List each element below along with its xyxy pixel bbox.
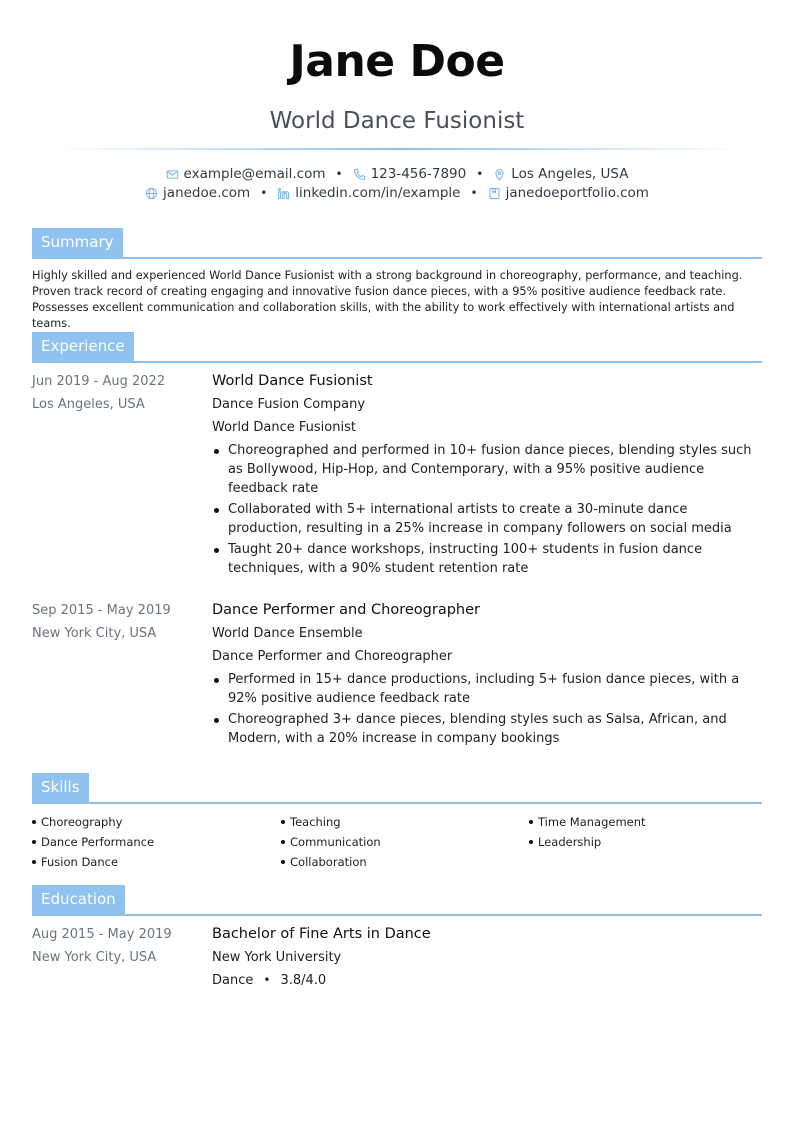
skill-item — [281, 852, 381, 872]
skills-column — [529, 812, 646, 852]
contact-separator: • — [476, 167, 484, 181]
skills-column — [32, 812, 154, 872]
skill-item — [281, 832, 381, 852]
skill-label: Time Management — [538, 815, 646, 829]
email-text: example@email.com — [183, 166, 326, 182]
entry-location: New York City, USA — [32, 626, 157, 641]
experience-section-header — [32, 332, 762, 363]
linkedin-text: linkedin.com/in/example — [295, 185, 461, 201]
summary-section-header — [32, 228, 762, 259]
skill-item — [32, 812, 154, 832]
job-title: World Dance Fusionist — [269, 108, 525, 134]
section-title: Summary — [32, 228, 123, 259]
contact-separator: • — [470, 186, 478, 200]
skill-label: Dance Performance — [41, 835, 155, 849]
entry-location: Los Angeles, USA — [32, 397, 145, 412]
contact-website[interactable] — [145, 185, 250, 201]
location-text: Los Angeles, USA — [511, 166, 629, 182]
section-title: Experience — [32, 332, 134, 363]
gpa: 3.8/4.0 — [280, 973, 327, 988]
entry-body — [212, 370, 764, 580]
school-name: New York University — [212, 950, 342, 965]
field-of-study: Dance — [212, 973, 254, 988]
contact-linkedin[interactable] — [277, 185, 460, 201]
entry-subtitle: Dance Performer and Choreographer — [212, 649, 453, 664]
bullet-item: Choreographed and performed in 10+ fusion dance pieces, blending styles such as Bollywood, Hip-Hop, and Contemporary, with a 95% positive audience feedback rate — [212, 441, 764, 498]
entry-dates: Sep 2015 - May 2019 — [32, 603, 171, 618]
portfolio-icon — [488, 187, 501, 200]
skill-label: Collaboration — [290, 855, 367, 869]
entry-bullets — [212, 670, 764, 748]
skill-label: Communication — [290, 835, 381, 849]
bullet-item: Performed in 15+ dance productions, including 5+ fusion dance pieces, with a 92% positive audience feedback rate — [212, 670, 764, 708]
skill-item — [32, 832, 154, 852]
globe-icon — [145, 187, 158, 200]
skill-label: Fusion Dance — [41, 855, 119, 869]
website-text: janedoe.com — [163, 185, 251, 201]
entry-bullets — [212, 441, 764, 578]
skill-item — [529, 832, 646, 852]
bullet-item: Taught 20+ dance workshops, instructing 100+ students in fusion dance techniques, with a 90% student retention rate — [212, 540, 764, 578]
entry-body — [212, 599, 764, 750]
mail-icon — [166, 168, 179, 181]
bullet-dot — [281, 820, 285, 824]
education-section-header — [32, 885, 762, 916]
bullet-item: Choreographed 3+ dance pieces, blending styles such as Salsa, African, and Modern, with a 20% increase in company bookings — [212, 710, 764, 748]
bullet-dot — [281, 860, 285, 864]
skill-item — [529, 812, 646, 832]
skill-item — [281, 812, 381, 832]
entry-role: Dance Performer and Choreographer — [212, 602, 480, 618]
skills-section-header — [32, 773, 762, 804]
contact-line-2 — [0, 185, 794, 201]
portfolio-text: janedoeportfolio.com — [505, 185, 649, 201]
entry-body — [212, 923, 764, 992]
bullet-dot — [32, 860, 36, 864]
bullet-dot — [32, 820, 36, 824]
phone-text: 123-456-7890 — [370, 166, 467, 182]
candidate-name: Jane Doe — [289, 36, 505, 87]
skills-column — [281, 812, 381, 872]
skill-label: Leadership — [538, 835, 602, 849]
location-pin-icon — [493, 168, 506, 181]
section-title: Skills — [32, 773, 89, 804]
entry-dates: Jun 2019 - Aug 2022 — [32, 374, 166, 389]
bullet-dot — [529, 840, 533, 844]
contact-location — [493, 166, 628, 182]
contact-line-1 — [0, 166, 794, 182]
entry-role: World Dance Fusionist — [212, 373, 373, 389]
degree-title: Bachelor of Fine Arts in Dance — [212, 926, 431, 942]
header-divider — [52, 148, 742, 150]
section-title: Education — [32, 885, 125, 916]
bullet-dot — [32, 840, 36, 844]
contact-phone[interactable] — [353, 166, 467, 182]
linkedin-icon — [277, 187, 290, 200]
entry-company: Dance Fusion Company — [212, 397, 366, 412]
contact-portfolio[interactable] — [488, 185, 649, 201]
skill-label: Choreography — [41, 815, 123, 829]
contact-email[interactable] — [166, 166, 326, 182]
skill-label: Teaching — [290, 815, 341, 829]
entry-subtitle: World Dance Fusionist — [212, 420, 356, 435]
bullet-dot — [281, 840, 285, 844]
entry-company: World Dance Ensemble — [212, 626, 363, 641]
summary-text: Highly skilled and experienced World Dance Fusionist with a strong background in choreography, performance, and teaching. Proven track record of creating engaging and innovative fusion dance pieces, with a 95% positive audience feedback rate. Possesses excellent communication and collaboration skills, with the ability to work effectively with international artists and teams. — [32, 269, 743, 330]
bullet-item: Collaborated with 5+ international artists to create a 30-minute dance production, resulting in a 25% increase in company followers on social media — [212, 500, 764, 538]
contact-separator: • — [335, 167, 343, 181]
skill-item — [32, 852, 154, 872]
contact-separator: • — [260, 186, 268, 200]
meta-separator: • — [263, 973, 271, 987]
entry-dates: Aug 2015 - May 2019 — [32, 927, 172, 942]
bullet-dot — [529, 820, 533, 824]
entry-location: New York City, USA — [32, 950, 157, 965]
education-meta — [212, 969, 764, 992]
phone-icon — [353, 168, 366, 181]
